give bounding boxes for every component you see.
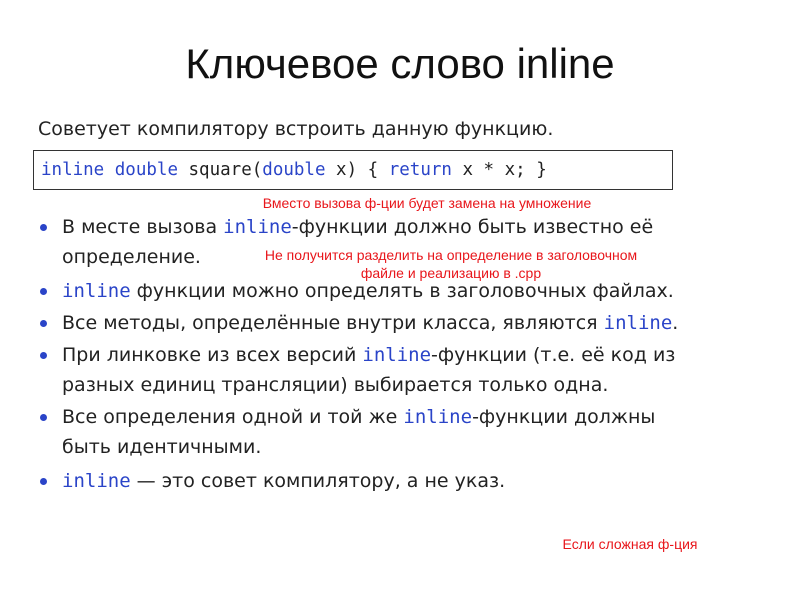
bullet-keyword: inline (403, 406, 473, 428)
bullet-text: При линковке из всех версий (62, 344, 363, 366)
bullet-dot-icon (40, 320, 47, 327)
bullet-dot-icon (40, 414, 47, 421)
bullet-keyword: inline (362, 344, 432, 366)
bullet-item (62, 402, 682, 462)
code-example (33, 150, 673, 190)
bullet-dot-icon (40, 224, 47, 231)
bullet-text: В месте вызова (62, 216, 224, 238)
bullet-text: -функции должны быть идентичными. (62, 406, 656, 458)
bullet-text: . (672, 312, 679, 334)
annotation-complex-function: Если сложная ф-ция (562, 536, 698, 552)
bullet-item (62, 340, 682, 400)
bullet-dot-icon (40, 288, 47, 295)
bullet-text: Все определения одной и той же (62, 406, 404, 428)
intro-text: Советует компилятору встроить данную функцию. (38, 118, 554, 140)
code-keyword-double: double (114, 160, 178, 180)
bullet-text: — это совет компилятору, а не указ. (130, 470, 506, 492)
code-keyword-return: return (388, 160, 452, 180)
annotation-inline-replacement: Вместо вызова ф-ции будет замена на умножение (262, 195, 592, 211)
bullet-keyword: inline (62, 280, 131, 302)
bullet-text: -функции (т.е. её код из разных единиц трансляции) выбирается только одна. (62, 344, 676, 396)
annotation-header-split: Не получится разделить на определение в заголовочном файле и реализацию в .cpp (264, 247, 638, 281)
bullet-dot-icon (40, 352, 47, 359)
code-keyword-inline: inline (41, 160, 105, 180)
code-body: x * x; } (451, 160, 547, 180)
bullet-text: Все методы, определённые внутри класса, являются (62, 312, 604, 334)
bullet-item (62, 308, 682, 338)
bullet-text: -функции должно быть известно её определение. (62, 216, 654, 268)
bullet-keyword: inline (223, 216, 292, 238)
bullet-keyword: inline (62, 470, 131, 492)
bullet-keyword: inline (603, 312, 673, 334)
code-keyword-double-param: double (262, 160, 326, 180)
bullet-dot-icon (40, 478, 47, 485)
slide-title: Ключевое слово inline (185, 40, 615, 87)
code-params: x) { (325, 160, 389, 180)
code-function-name: square( (177, 160, 263, 180)
bullet-item (62, 466, 682, 496)
bullet-text: функции можно определять в заголовочных файлах. (130, 280, 674, 302)
